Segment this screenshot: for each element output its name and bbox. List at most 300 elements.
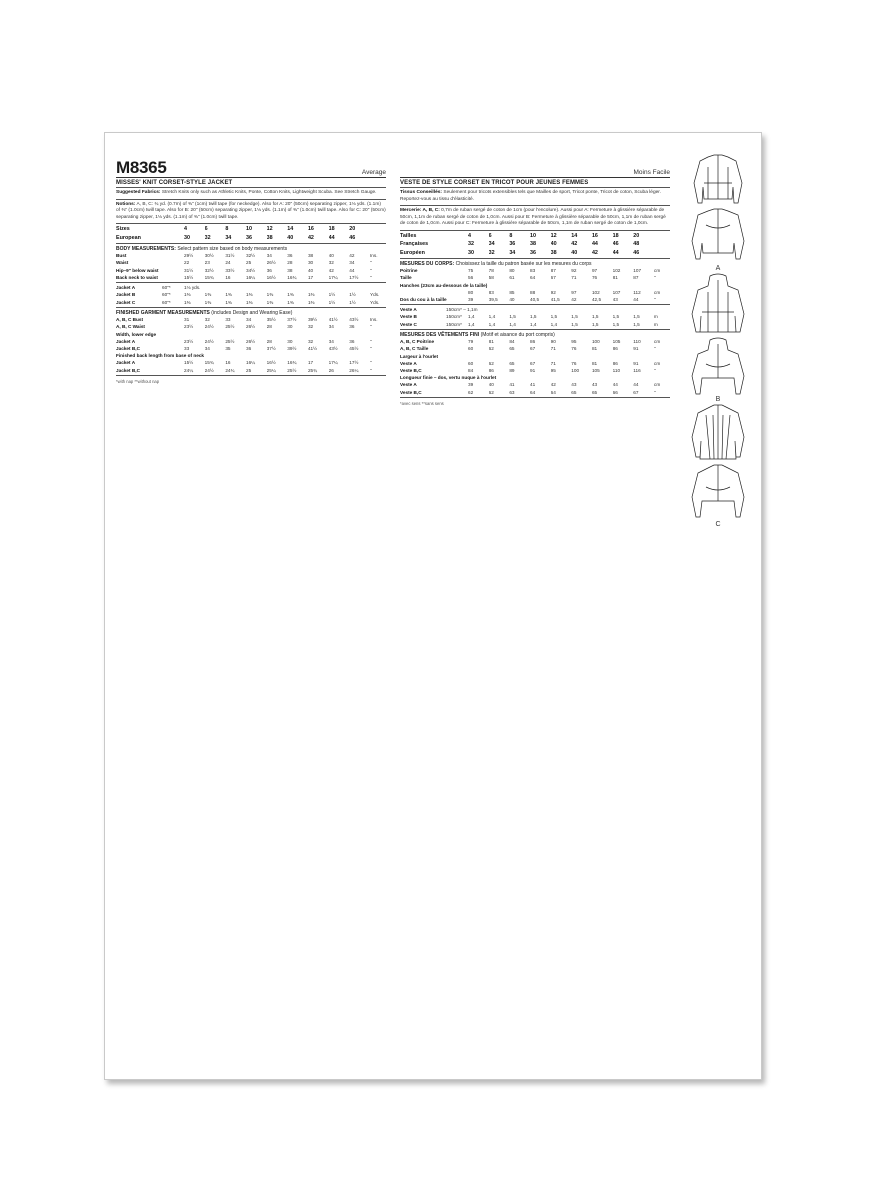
- cell-value: 91: [529, 367, 536, 373]
- cell-value: 24½: [204, 338, 214, 344]
- cell-value: 25: [245, 260, 252, 266]
- notions: [400, 208, 670, 228]
- cell-value: 10: [245, 226, 252, 232]
- cell-value: 41: [529, 382, 536, 388]
- table-row: [116, 316, 386, 323]
- cell-value: 1,5: [591, 314, 599, 320]
- row-label: Jacket A: [116, 338, 136, 344]
- cell-unit: Ins.: [370, 317, 378, 323]
- cell-value: 46: [633, 249, 640, 256]
- cell-value: 62: [488, 346, 494, 352]
- cell-value: 42: [349, 253, 355, 258]
- cell-value: 43½: [349, 317, 359, 323]
- cell-value: 32: [204, 234, 211, 241]
- cell-unit: ": [654, 346, 656, 352]
- cell-value: 24¼: [184, 367, 194, 373]
- table-row: [116, 259, 386, 266]
- divider: [116, 307, 386, 308]
- cell-value: 23½: [184, 338, 194, 344]
- cell-unit: ": [370, 274, 372, 280]
- cell-value: 10: [529, 232, 536, 239]
- cell-value: 45½: [349, 345, 359, 351]
- cell-unit: Yds.: [369, 292, 380, 298]
- row-label: Veste B: [400, 314, 417, 320]
- hip-table: [400, 289, 670, 304]
- cell-value: 28: [266, 338, 272, 344]
- cell-value: 26½: [245, 324, 256, 330]
- cell-value: 25½: [225, 324, 235, 330]
- table-row: [116, 284, 386, 291]
- cell-unit: ": [370, 260, 372, 266]
- cell-unit: ": [370, 345, 372, 351]
- cell-value: 112: [633, 289, 641, 295]
- section-subtitle: Choisissez la taille du patron basée sur les mesures du corps: [455, 261, 592, 267]
- garment-title: VESTE DE STYLE CORSET EN TRICOT POUR JEUNES FEMMES: [400, 180, 589, 186]
- cell-value: 14: [571, 232, 578, 239]
- cell-value: 1,5: [633, 314, 640, 320]
- view-label-a: A: [715, 265, 721, 272]
- cell-value: 42: [550, 382, 556, 388]
- cell-value: 65: [571, 389, 577, 395]
- table-row: [116, 338, 386, 345]
- cell-value: 41½: [307, 345, 318, 351]
- cell-value: 81: [591, 360, 598, 366]
- cell-value: 24½: [204, 324, 214, 330]
- cell-value: 86: [612, 346, 618, 352]
- divider: [116, 199, 386, 200]
- cell-value: 38: [529, 241, 536, 247]
- table-row: [400, 296, 670, 303]
- cell-value: 1,5: [529, 314, 537, 320]
- notions-text: A, B, C: ¾ yd. (0.7m) of ⅜" (1cm) twill tape (for neckedge). Also for A: 20" (50cm) separating zipper, 1⅛ yds. (1.1m) of ⅜" (1.0cm) twill tape. Also for B: 20" (50cm) separating zipper, 1⅛ yds. (1.1m) of ⅜" (1.0cm) twill tape. Also for C: 20" (50cm) separating zipper, 1⅛ yds. (1.1m) of ⅜" (1.0cm) twill tape.: [116, 201, 386, 220]
- technical-drawings: [678, 153, 758, 528]
- table-row: [400, 306, 670, 313]
- cell-value: 116: [633, 367, 641, 373]
- cell-value: 85: [509, 289, 515, 295]
- divider: [116, 375, 386, 376]
- row-label: Jacket A: [116, 360, 136, 366]
- row-label: Jacket C: [116, 299, 136, 305]
- cell-value: 16¾: [287, 274, 297, 280]
- cell-unit: ": [370, 267, 372, 273]
- cell-value: 6: [488, 232, 492, 239]
- cell-value: 1⅜: [225, 299, 232, 305]
- cell-value: 40: [550, 241, 557, 247]
- cell-value: 36: [245, 345, 252, 351]
- cell-value: 67: [550, 275, 556, 281]
- cell-value: 44: [591, 241, 598, 247]
- cell-value: 62: [488, 360, 494, 366]
- cell-value: 1,4: [529, 321, 537, 327]
- cell-value: 40,5: [529, 296, 540, 302]
- cell-value: 24¾: [225, 367, 235, 373]
- cell-value: 18: [612, 232, 619, 239]
- cell-value: 1⅜: [245, 299, 253, 305]
- divider: [400, 205, 670, 206]
- cell-value: 64: [550, 389, 556, 395]
- cell-value: 1,4: [509, 321, 516, 327]
- cell-value: 42: [591, 249, 598, 256]
- cell-value: 107: [612, 289, 621, 295]
- cell-value: 1,4: [488, 321, 496, 327]
- cell-value: 1⅜: [307, 299, 315, 305]
- cell-value: 76: [571, 346, 577, 352]
- cell-value: 1⅛ yds.: [184, 285, 201, 291]
- divider: [116, 282, 386, 283]
- cell-value: 1,5: [612, 321, 620, 327]
- cell-value: 80: [509, 268, 515, 273]
- cell-value: 97: [571, 289, 577, 295]
- row-label: Françaises: [400, 241, 429, 247]
- cell-value: 33: [225, 317, 231, 323]
- cell-value: 17½: [349, 274, 359, 280]
- cell-value: 29½: [184, 253, 194, 258]
- cell-value: 30: [287, 324, 293, 330]
- cell-unit: [654, 249, 670, 258]
- table-row: [116, 291, 386, 298]
- cell-value: 1⅜: [225, 292, 232, 298]
- cell-value: 34: [488, 241, 495, 247]
- cell-value: 102: [591, 289, 600, 295]
- cell-value: 64: [529, 389, 536, 395]
- cell-value: 88: [529, 289, 536, 295]
- cell-value: 40: [509, 296, 515, 302]
- cell-value: 110: [612, 367, 621, 373]
- cell-value: 1½: [349, 299, 356, 305]
- table-row: [400, 381, 670, 388]
- row-label: Veste B,C: [400, 389, 422, 395]
- cell-value: 100: [591, 339, 600, 345]
- table-row: [116, 267, 386, 274]
- section-subtitle: (Motif et aisance du port compris): [480, 332, 555, 339]
- cell-value: 105: [591, 367, 600, 373]
- table-row: [400, 240, 670, 249]
- cell-value: 32: [328, 260, 334, 266]
- row-label: Veste C: [400, 321, 417, 327]
- cell-value: 1⅜: [307, 292, 315, 298]
- section-subtitle: (includes Design and Wearing Ease): [211, 310, 293, 317]
- cell-value: 34: [225, 234, 232, 241]
- table-row: [116, 345, 386, 352]
- length-table: [116, 359, 386, 374]
- cell-value: 42,5: [591, 296, 602, 302]
- cell-value: 40: [571, 249, 578, 256]
- cell-value: 71: [550, 360, 556, 366]
- width-table: [116, 338, 386, 353]
- cell-unit: ": [370, 360, 372, 366]
- table-row: [400, 274, 670, 281]
- cell-value: 66: [612, 389, 618, 395]
- cell-value: 36: [349, 324, 355, 330]
- english-column: [116, 158, 386, 384]
- cell-value: 67: [529, 346, 536, 352]
- cell-value: 39: [468, 382, 474, 388]
- cell-value: 36: [509, 241, 516, 247]
- cell-value: 33: [184, 345, 190, 351]
- cell-value: 16¾: [287, 360, 297, 366]
- table-row: [400, 389, 670, 396]
- row-label: Poitrine: [400, 268, 418, 273]
- hip-heading: Hanches (23cm au-dessous de la taille): [400, 282, 488, 288]
- notions-label: Mercerie: A, B, C:: [400, 208, 440, 213]
- cell-value: 37½: [287, 317, 297, 323]
- sizes-table: [400, 232, 670, 258]
- cell-value: 36: [349, 338, 355, 344]
- cell-value: 91: [633, 360, 639, 366]
- cell-unit: cm: [654, 339, 661, 345]
- row-label: Veste A: [400, 360, 417, 366]
- cell-value: 102: [612, 268, 621, 273]
- table-row: [400, 345, 670, 352]
- divider: [400, 397, 670, 398]
- cell-value: 78: [488, 268, 494, 273]
- cell-unit: [654, 232, 670, 241]
- cell-value: 37½: [266, 345, 276, 351]
- pattern-envelope-back: [104, 132, 762, 1080]
- cell-value: 36: [287, 253, 293, 258]
- cell-value: 16¼: [245, 274, 256, 280]
- table-row: [400, 267, 670, 274]
- cell-value: 89: [509, 367, 515, 373]
- row-label: A, B, C Bust: [116, 317, 144, 323]
- cell-value: 4: [184, 226, 187, 232]
- cell-value: 42: [571, 296, 577, 302]
- fabric-width: 60"*: [162, 285, 171, 291]
- table-row: [116, 274, 386, 281]
- fabric-width: 150cm*: [446, 314, 462, 320]
- cell-value: 79: [468, 339, 474, 345]
- cell-value: 32: [204, 317, 210, 323]
- difficulty-level: Moins Facile: [633, 169, 670, 176]
- cell-value: 39½: [307, 317, 318, 323]
- section-subtitle: Select pattern size based on body measurements: [177, 246, 288, 252]
- cell-value: 36: [266, 267, 272, 273]
- table-row: [400, 313, 670, 320]
- cell-value: 1,4: [468, 321, 475, 327]
- cell-value: 40: [488, 382, 494, 388]
- row-label: Waist: [116, 260, 129, 266]
- cell-value: 110: [633, 339, 641, 345]
- cell-value: 15½: [184, 274, 194, 280]
- cell-value: 86: [488, 367, 494, 373]
- cell-value: 32½: [204, 267, 214, 273]
- cell-unit: ": [654, 296, 656, 302]
- cell-value: 46: [349, 234, 356, 241]
- garment-title: MISSES' KNIT CORSET-STYLE JACKET: [116, 180, 233, 186]
- table-row: [116, 234, 386, 243]
- cell-value: 26¼: [349, 367, 359, 373]
- cell-unit: cm: [654, 289, 661, 295]
- cell-value: 40: [328, 253, 334, 258]
- cell-unit: ": [654, 389, 656, 395]
- row-label: Européen: [400, 249, 425, 256]
- cell-value: 81: [488, 339, 494, 345]
- cell-value: 20: [633, 232, 640, 239]
- fabric-yardage-table: [400, 306, 670, 328]
- cell-unit: Yds.: [369, 299, 380, 305]
- row-label: Veste A: [400, 307, 417, 313]
- suggested-fabrics: [116, 190, 386, 197]
- cell-value: 17: [307, 360, 314, 366]
- row-label: Jacket B,C: [116, 345, 140, 351]
- sizes-table: [116, 225, 386, 242]
- length-table: [400, 381, 670, 396]
- table-row: [400, 321, 670, 328]
- english-header: [116, 158, 386, 178]
- cell-value: 41½: [328, 317, 338, 323]
- table-row: [116, 252, 386, 259]
- table-row: [400, 360, 670, 367]
- cell-value: 32: [307, 338, 314, 344]
- cell-value: 25½: [225, 338, 235, 344]
- cell-value: 1½: [328, 292, 336, 298]
- cell-value: 67: [633, 389, 639, 395]
- cell-value: 1,5: [612, 314, 620, 320]
- cell-value: 80: [468, 289, 474, 295]
- cell-value: 62: [488, 389, 494, 395]
- cell-value: 41,5: [550, 296, 560, 302]
- cell-value: 86: [529, 339, 536, 345]
- cell-value: 65: [509, 346, 515, 352]
- cell-value: 87: [633, 275, 639, 281]
- cell-unit: [654, 240, 670, 249]
- cell-value: 58: [488, 275, 494, 281]
- table-row: [400, 249, 670, 258]
- cell-value: 1⅜: [287, 299, 294, 305]
- cell-value: 34: [245, 317, 252, 323]
- cell-value: 71: [550, 346, 556, 352]
- divider: [400, 230, 670, 231]
- cell-value: 1,4: [468, 314, 475, 320]
- cell-value: 26: [328, 367, 334, 373]
- cell-value: 76: [591, 275, 598, 281]
- suggested-fabrics: [400, 190, 670, 203]
- cell-value: 100: [571, 367, 580, 373]
- fabric-width: 60"*: [162, 292, 171, 298]
- cell-unit: cm: [654, 360, 661, 366]
- cell-unit: cm: [654, 382, 661, 388]
- cell-value: 44: [612, 382, 618, 388]
- cell-value: 34: [328, 324, 334, 330]
- divider: [400, 304, 670, 305]
- cell-value: 4: [468, 232, 471, 239]
- cell-value: 64: [529, 275, 536, 281]
- cell-value: 81: [612, 275, 618, 281]
- cell-unit: m: [653, 321, 658, 327]
- divider: [400, 258, 670, 259]
- cell-value: 44: [633, 296, 639, 302]
- cell-unit: [370, 234, 386, 243]
- cell-value: 24: [225, 260, 231, 266]
- table-row: [116, 299, 386, 306]
- cell-unit: ": [654, 275, 656, 281]
- cell-value: 31½: [225, 253, 235, 258]
- footnote: *with nap **without nap: [116, 378, 160, 384]
- cell-value: 1⅜: [266, 292, 274, 298]
- divider: [400, 187, 670, 188]
- cell-unit: ": [370, 338, 372, 344]
- divider: [116, 187, 386, 188]
- cell-value: 60: [468, 346, 474, 352]
- cell-unit: Ins.: [370, 253, 378, 258]
- row-label: Veste A: [400, 382, 417, 388]
- cell-value: 8: [225, 226, 229, 232]
- table-row: [116, 225, 386, 234]
- section-title: BODY MEASUREMENTS:: [116, 246, 176, 252]
- cell-value: 86: [612, 360, 618, 366]
- cell-value: 14: [287, 226, 294, 232]
- cell-value: 75: [468, 268, 474, 273]
- cell-value: 25½: [287, 367, 297, 373]
- cell-value: 105: [612, 339, 621, 345]
- section-title: MESURES DES VÊTEMENTS FINI: [400, 332, 480, 339]
- cell-value: 87: [550, 268, 556, 273]
- cell-value: 30½: [204, 253, 214, 258]
- cell-value: 41: [509, 382, 515, 388]
- cell-value: 40: [287, 234, 294, 241]
- row-label: Veste B,C: [400, 367, 422, 373]
- cell-value: 1,4: [488, 314, 496, 320]
- cell-value: 92: [550, 289, 556, 295]
- cell-value: 42: [307, 234, 314, 241]
- cell-value: 43: [591, 382, 598, 388]
- cell-value: 65: [509, 360, 515, 366]
- cell-value: 32: [468, 241, 474, 247]
- cell-value: 12: [550, 232, 557, 239]
- section-title: MESURES DU CORPS:: [400, 261, 455, 267]
- fabric-width: 60"*: [162, 299, 171, 305]
- cell-value: 107: [633, 268, 642, 273]
- cell-value: 8: [509, 232, 513, 239]
- cell-value: 1,5: [571, 321, 578, 327]
- cell-value: 95: [550, 367, 556, 373]
- cell-value: 32: [488, 249, 495, 256]
- cell-value: 25¾: [307, 367, 318, 373]
- cell-value: 24½: [204, 367, 214, 373]
- width-table: [400, 360, 670, 375]
- fabric-width: 150cm*: [446, 321, 462, 327]
- table-row: [116, 367, 386, 374]
- cell-value: 32½: [245, 253, 256, 258]
- cell-value: 42: [328, 267, 334, 273]
- cell-value: 15½: [184, 360, 194, 366]
- cell-value: 16: [591, 232, 598, 239]
- cell-value: 39½: [287, 345, 297, 351]
- cell-value: 97: [591, 268, 598, 273]
- cell-value: 91: [633, 346, 639, 352]
- cell-value: 16: [307, 226, 314, 232]
- cell-unit: cm: [654, 268, 661, 273]
- cell-value: 1⅜: [245, 292, 253, 298]
- cell-value: 40: [307, 267, 314, 273]
- body-measurements-table: [116, 252, 386, 281]
- cell-value: 1⅜: [204, 299, 212, 305]
- cell-value: 23: [204, 260, 210, 266]
- fabrics-text: Seulement pour tricots extensibles tels que Mailles de sport, Tricot ponte, Tricot de coton, Scuba léger. Reportez-vous au tissu d'élasticité.: [400, 190, 661, 202]
- cell-value: 30: [184, 234, 190, 241]
- cell-value: 17¼: [328, 274, 338, 280]
- cell-value: 28: [266, 324, 272, 330]
- cell-value: 34: [328, 338, 334, 344]
- fabrics-text: Stretch Knits only such as Athletic Knits, Ponte, Cotton Knits, Lightweight Scuba. See Stretch Gauge.: [161, 190, 377, 195]
- cell-value: 1,5: [591, 321, 599, 327]
- cell-value: 1⅜: [266, 299, 274, 305]
- cell-value: 63: [509, 389, 515, 395]
- cell-unit: ": [654, 367, 656, 373]
- cell-value: 12: [266, 226, 273, 232]
- length-heading: Finished back length from base of neck: [116, 353, 205, 359]
- cell-value: 16½: [266, 274, 276, 280]
